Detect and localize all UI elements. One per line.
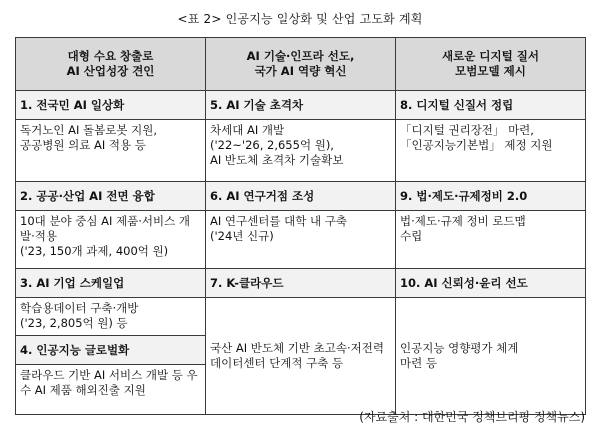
- header-col-2: AI 기술·인프라 선도, 국가 AI 역량 혁신: [206, 38, 396, 91]
- item-1-body: 독거노인 AI 돌봄로봇 지원, 공공병원 의료 AI 적용 등: [16, 120, 206, 182]
- header-row: [16, 38, 586, 91]
- item-2-body: 10대 분야 중심 AI 제품·서비스 개발·적용 ('23, 150개 과제, 400억 원): [16, 211, 206, 269]
- row-2-bodies: [16, 211, 586, 269]
- plan-table: [15, 37, 586, 415]
- item-5-title: 5. AI 기술 초격차: [206, 91, 396, 120]
- item-6-body: AI 연구센터를 대학 내 구축 ('24년 신규): [206, 211, 396, 269]
- item-4-title: 4. 인공지능 글로벌화: [16, 336, 206, 365]
- item-9-body: 법·제도·규제 정비 로드맵 수립: [396, 211, 586, 269]
- row-1-titles: [16, 91, 586, 120]
- item-7-title: 7. K-클라우드: [206, 269, 396, 298]
- item-1-title: 1. 전국민 AI 일상화: [16, 91, 206, 120]
- item-3-body: 학습용데이터 구축·개방 ('23, 2,805억 원) 등: [16, 298, 206, 336]
- row-1-bodies: [16, 120, 586, 182]
- item-7-body: 국산 AI 반도체 기반 초고속·저전력 데이터센터 단계적 구축 등: [206, 298, 396, 415]
- header-col-3: 새로운 디지털 질서 모범모델 제시: [396, 38, 586, 91]
- item-8-body: 「디지털 권리장전」 마련, 「인공지능기본법」 제정 지원: [396, 120, 586, 182]
- item-2-title: 2. 공공·산업 AI 전면 융합: [16, 182, 206, 211]
- header-col-1: 대형 수요 창출로 AI 산업성장 견인: [16, 38, 206, 91]
- table-caption: <표 2> 인공지능 일상화 및 산업 고도화 계획: [177, 12, 423, 26]
- item-10-title: 10. AI 신뢰성·윤리 선도: [396, 269, 586, 298]
- item-9-title: 9. 법·제도·규제정비 2.0: [396, 182, 586, 211]
- item-6-title: 6. AI 연구거점 조성: [206, 182, 396, 211]
- row-2-titles: [16, 182, 586, 211]
- item-8-title: 8. 디지털 신질서 정립: [396, 91, 586, 120]
- item-3-title: 3. AI 기업 스케일업: [16, 269, 206, 298]
- item-10-body: 인공지능 영향평가 체계 마련 등: [396, 298, 586, 415]
- source-note: (자료출처 : 대한민국 정책브리핑 정책뉴스): [359, 410, 585, 424]
- row-3-titles: [16, 269, 586, 298]
- item-5-body: 차세대 AI 개발 ('22~'26, 2,655억 원), AI 반도체 초격차 기술확보: [206, 120, 396, 182]
- item-4-body: 클라우드 기반 AI 서비스 개발 등 우수 AI 제품 해외진출 지원: [16, 365, 206, 415]
- row-3-bodies: [16, 298, 586, 336]
